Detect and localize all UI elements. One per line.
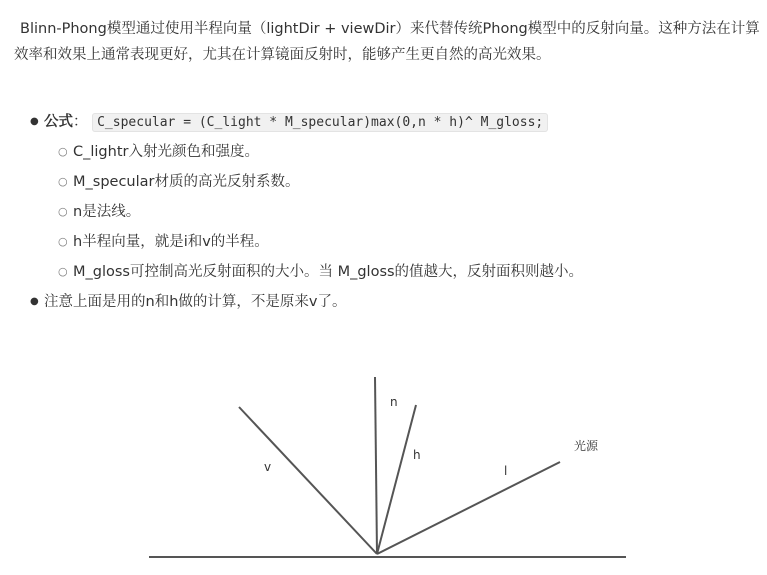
formula-label: 公式	[44, 114, 73, 130]
formula-colon: ：	[73, 114, 88, 130]
label-l: l	[504, 464, 508, 478]
view-vector-line	[239, 407, 377, 554]
sub-item-text: M_gloss可控制高光反射面积的大小。当 M_gloss的值越大，反射面积则越小。	[73, 264, 584, 280]
label-n: n	[390, 395, 398, 409]
circle-bullet-icon: ○	[58, 235, 68, 248]
note-text: 注意上面是用的n和h做的计算，不是原来v了。	[44, 294, 347, 310]
sub-item-text: M_specular材质的高光反射系数。	[73, 174, 300, 190]
label-light-source: 光源	[574, 439, 599, 453]
formula-code: C_specular = (C_light * M_specular)max(0,n * h)^ M_gloss;	[92, 113, 548, 132]
bullet-icon: ●	[30, 116, 39, 127]
light-vector-line	[377, 462, 560, 554]
bullet-icon: ●	[30, 296, 39, 307]
circle-bullet-icon: ○	[58, 175, 68, 188]
half-vector-line	[377, 405, 416, 554]
circle-bullet-icon: ○	[58, 205, 68, 218]
normal-vector-line	[375, 377, 377, 554]
intro-paragraph: Blinn-Phong模型通过使用半程向量（lightDir + viewDir）来代替传统Phong模型中的反射向量。这种方法在计算效率和效果上通常表现更好，尤其在计算镜面反射时，能够产生更自然的高光效果。	[14, 21, 760, 63]
label-h: h	[413, 448, 421, 462]
circle-bullet-icon: ○	[58, 265, 68, 278]
sub-item-text: C_lightr入射光颜色和强度。	[73, 144, 259, 160]
sub-item-text: n是法线。	[73, 204, 141, 220]
label-v: v	[264, 460, 272, 474]
circle-bullet-icon: ○	[58, 145, 68, 158]
sub-item-text: h半程向量，就是i和v的半程。	[73, 234, 269, 250]
